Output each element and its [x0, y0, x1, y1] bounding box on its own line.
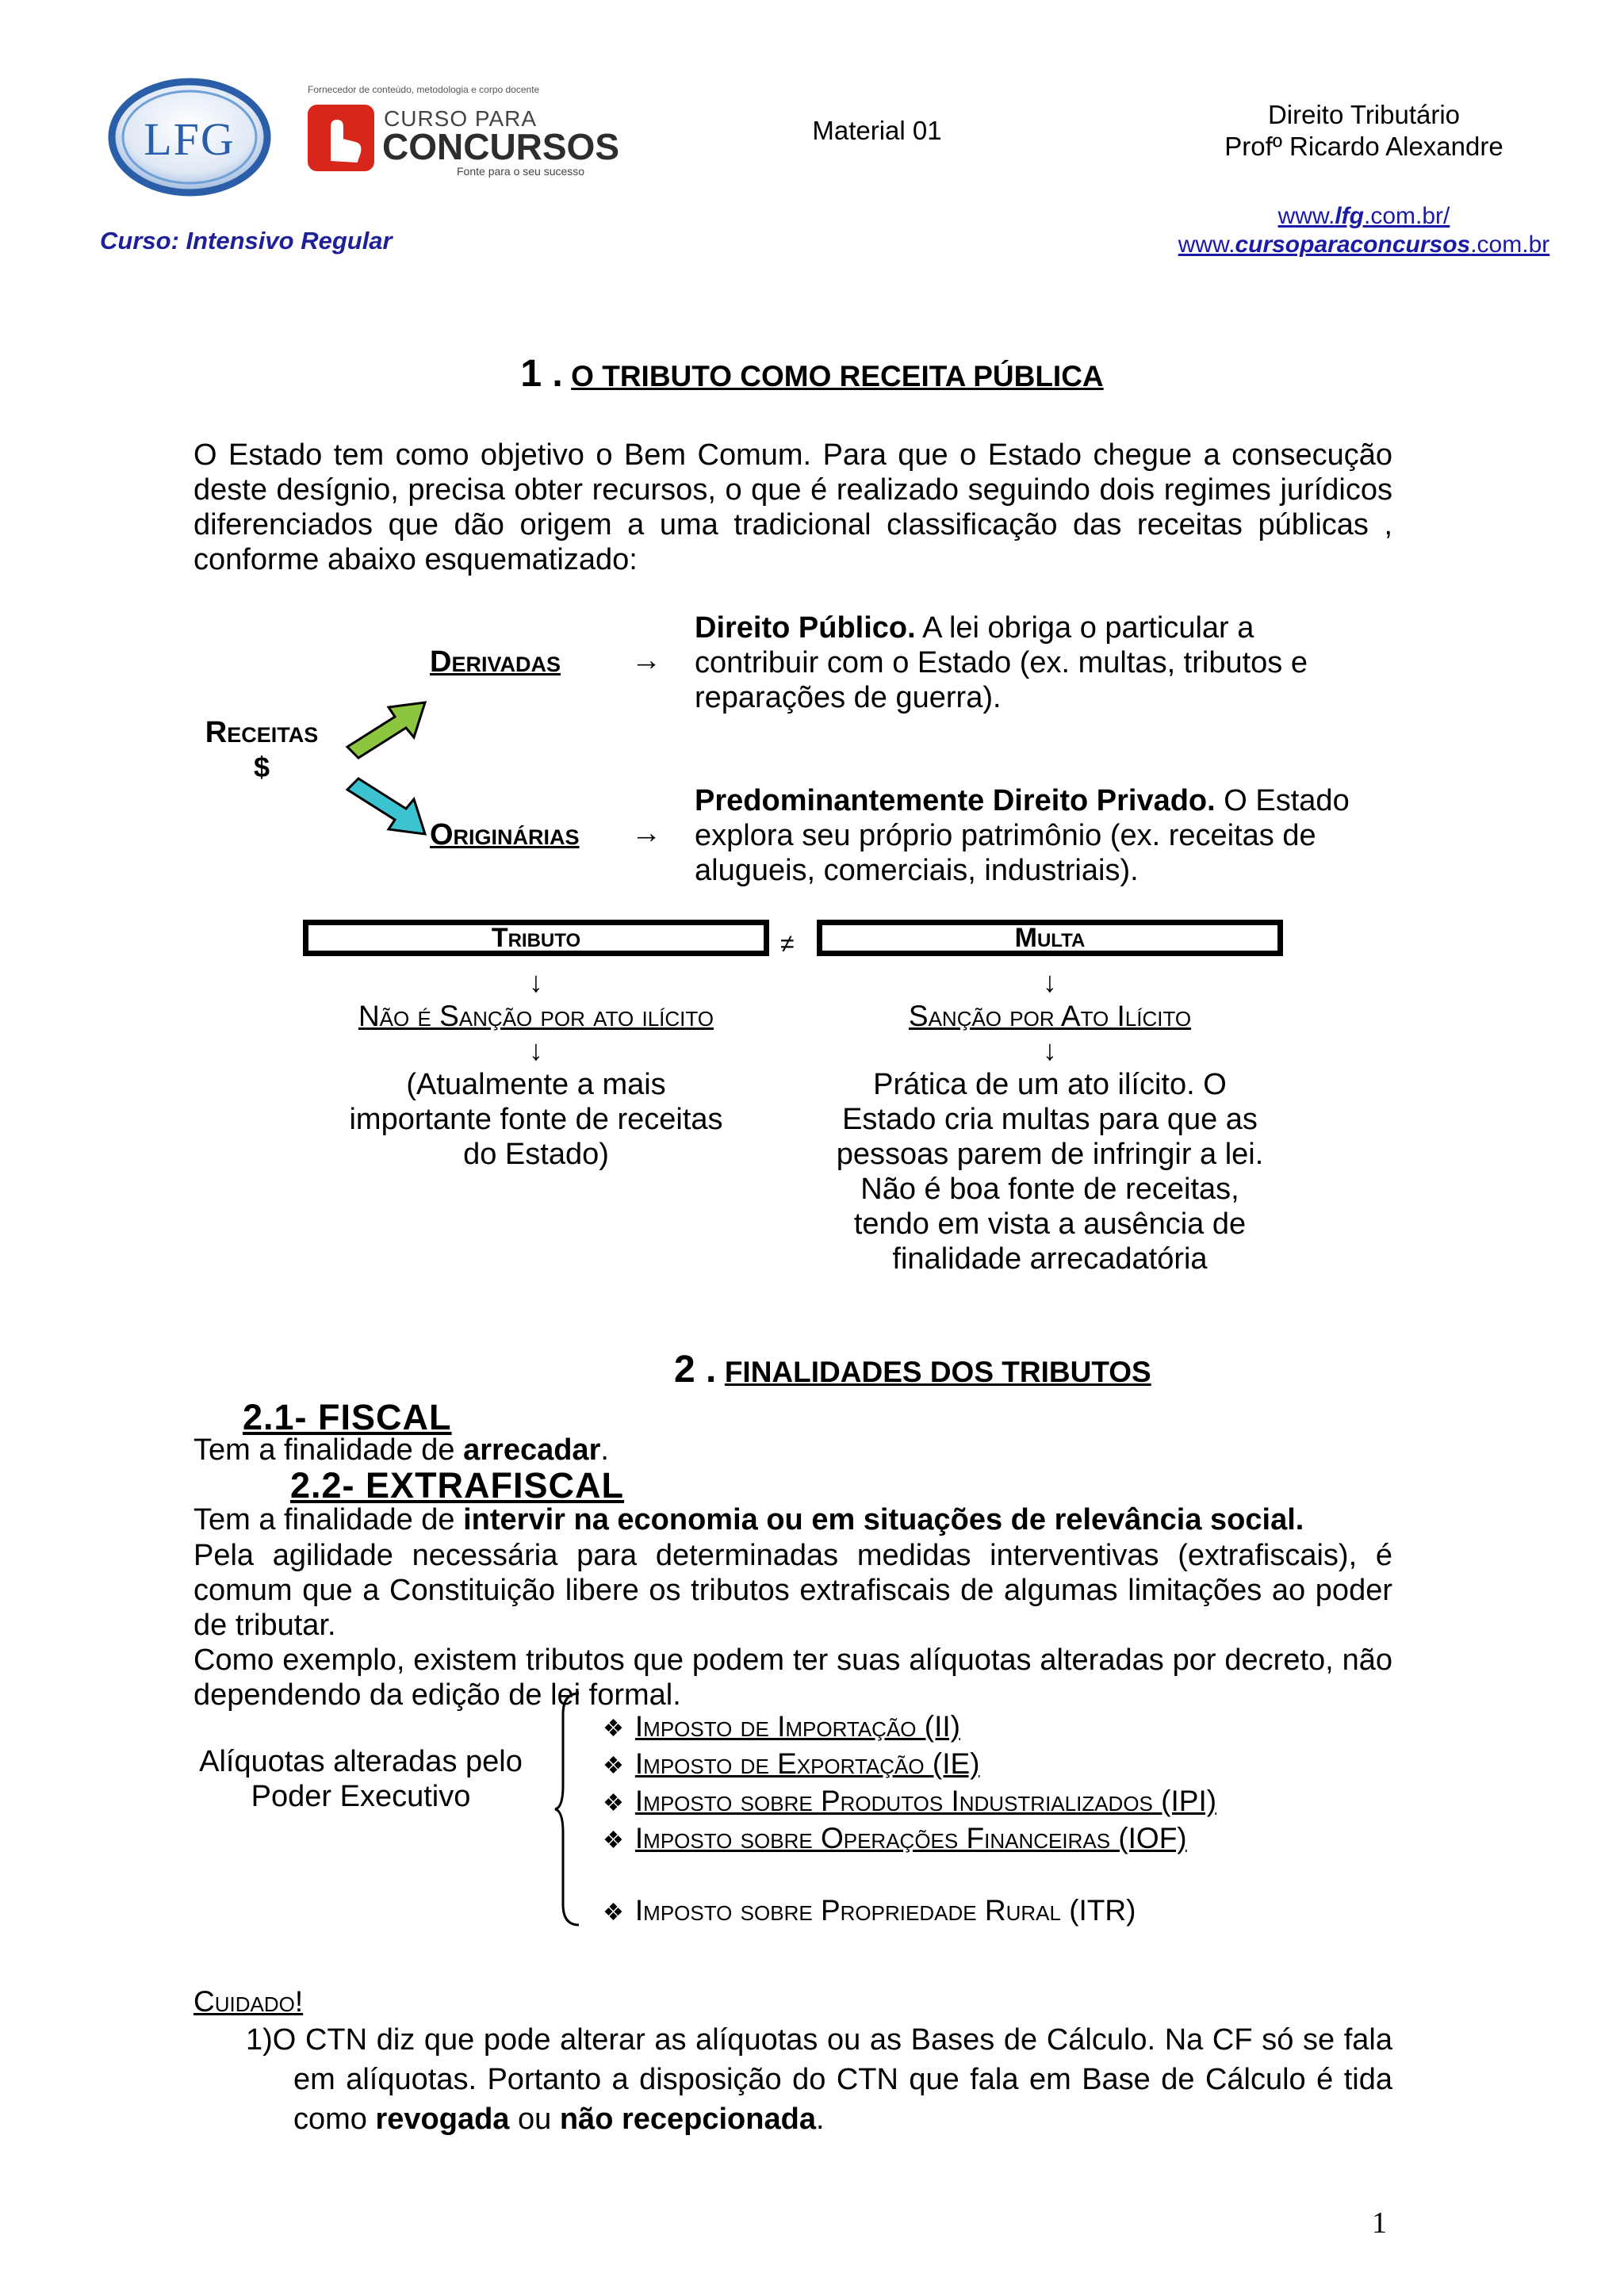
cuidado-1-bold1: revogada: [375, 2103, 510, 2136]
originarias-arrow: →: [631, 817, 661, 850]
cuidado-1-post: .: [815, 2103, 825, 2136]
multa-down-arrow-1: ↓: [1043, 966, 1057, 998]
tax-list: [603, 1709, 1396, 1931]
section2-title: FINALIDADES DOS TRIBUTOS: [724, 1356, 1151, 1388]
diamond-bullet-icon: ❖: [603, 1753, 624, 1779]
cuidado-label: Cuidado!: [193, 1985, 304, 2018]
derivadas-arrow: →: [631, 644, 661, 677]
section1-title: O TRIBUTO COMO RECEITA PÚBLICA: [571, 360, 1104, 392]
tributo-column: [303, 966, 769, 1172]
multa-desc: Prática de um ato ilícito. O Estado cria multas para que as pessoas parem de infringir a lei. Não é boa fonte de receitas, tendo em vista a ausência de finalidade arrecadatória: [836, 1068, 1264, 1276]
url-lfg[interactable]: [1158, 203, 1570, 230]
section2-heading: [674, 1348, 1151, 1391]
derivadas-text: A lei obriga o particular a contribuir com o Estado (ex. multas, tributos e reparações de guerra).: [695, 611, 1308, 714]
extrafiscal-text-pre: Tem a finalidade de: [193, 1503, 464, 1536]
multa-down-arrow-2: ↓: [1043, 1034, 1057, 1066]
tax-item-label: Imposto de Exportação (IE): [634, 1747, 980, 1780]
tax-item-label: Imposto sobre Operações Financeiras (IOF): [634, 1822, 1187, 1854]
derivadas-label: Derivadas: [430, 645, 561, 679]
tax-item-label: Imposto sobre Produtos Industrializados (IPI): [634, 1785, 1217, 1817]
tributo-sub: Não é Sanção por ato ilícito: [358, 1000, 714, 1032]
url-cpc-post: .com.br: [1470, 232, 1550, 258]
aliquotas-label: [190, 1744, 531, 1814]
receitas-label: [190, 715, 333, 785]
multa-sub: Sanção por Ato Ilícito: [908, 1000, 1192, 1032]
tax-item-itr-label: Imposto sobre Propriedade Rural (ITR): [634, 1894, 1136, 1927]
diamond-bullet-icon: ❖: [603, 1827, 624, 1854]
lfg-logo-text: LFG: [144, 113, 236, 165]
extrafiscal-p3: Como exemplo, existem tributos que podem ter suas alíquotas alteradas por decreto, não dependendo da edição de lei formal.: [193, 1644, 1392, 1712]
originarias-desc: [695, 783, 1377, 888]
cyan-arrow-icon: [343, 774, 430, 844]
url-lfg-link[interactable]: [1278, 203, 1450, 229]
aliquotas-label-2: Poder Executivo: [251, 1780, 471, 1813]
fiscal-heading: 2.1- FISCAL: [243, 1397, 452, 1437]
tributo-down-arrow-2: ↓: [529, 1034, 543, 1066]
green-arrow-icon: [343, 696, 430, 767]
not-equal-sign: ≠: [780, 929, 795, 958]
cpc-tagline-top: Fornecedor de conteúdo, metodologia e corpo docente: [308, 84, 540, 95]
subject-label: Direito Tributário: [1267, 100, 1461, 129]
fiscal-text-pre: Tem a finalidade de: [193, 1433, 464, 1467]
tax-item-itr: [603, 1893, 1396, 1931]
extrafiscal-text: [193, 1503, 1304, 1537]
tax-item: [603, 1747, 1396, 1784]
section1-intro: O Estado tem como objetivo o Bem Comum. Para que o Estado chegue a consecução deste desígnio, precisa obter recursos, o que é realizado seguindo dois regimes jurídicos diferenciados que dão origem a uma tradicional classificação das receitas públicas , conforme abaixo esquematizado:: [193, 438, 1392, 576]
cpc-name-line2: CONCURSOS: [382, 126, 620, 167]
fiscal-text-post: .: [600, 1433, 609, 1467]
material-label: Material 01: [812, 116, 942, 145]
extrafiscal-p2: Pela agilidade necessária para determinadas medidas interventivas (extrafiscais), é comum que a Constituição libere os tributos extrafiscais de algumas limitações ao poder de tributar.: [193, 1539, 1392, 1642]
lfg-logo: [108, 78, 271, 197]
cuidado-1-bold2: não recepcionada: [559, 2103, 816, 2136]
section1-number: 1 .: [520, 353, 563, 395]
fiscal-text: [193, 1433, 609, 1468]
tax-item: [603, 1821, 1396, 1858]
url-cpc-pre: www.: [1178, 232, 1235, 258]
curly-brace-icon: [552, 1690, 584, 1932]
cpc-name-line1: CURSO PARA: [384, 106, 538, 131]
originarias-text: O Estado explora seu próprio patrimônio (ex. receitas de alugueis, comerciais, industriais).: [695, 784, 1350, 887]
aliquotas-label-1: Alíquotas alteradas pelo: [199, 1745, 523, 1778]
cuidado-1-mid: ou: [509, 2103, 560, 2136]
tax-item: [603, 1784, 1396, 1821]
diamond-bullet-icon: ❖: [603, 1790, 624, 1816]
tributo-down-arrow-1: ↓: [529, 966, 543, 998]
extrafiscal-text-bold: intervir na economia ou em situações de relevância social.: [463, 1503, 1304, 1536]
url-lfg-bold: lfg: [1335, 203, 1364, 229]
cpc-tagline-bottom: Fonte para o seu sucesso: [457, 165, 585, 178]
extrafiscal-heading: 2.2- EXTRAFISCAL: [290, 1465, 625, 1506]
multa-box: Multa: [817, 920, 1283, 956]
derivadas-bold: Direito Público.: [695, 611, 916, 645]
section2-number: 2 .: [674, 1349, 717, 1391]
tributo-desc: (Atualmente a mais importante fonte de receitas do Estado): [349, 1068, 723, 1171]
professor-label: Profº Ricardo Alexandre: [1224, 132, 1503, 161]
cpc-logo: [306, 84, 620, 179]
fiscal-text-bold: arrecadar: [463, 1433, 601, 1467]
url-lfg-pre: www.: [1277, 203, 1335, 229]
url-cpc-link[interactable]: [1178, 232, 1550, 258]
receitas-title: Receitas: [205, 716, 319, 749]
url-cpc[interactable]: [1142, 232, 1586, 258]
tax-item-label: Imposto de Importação (II): [634, 1710, 960, 1743]
tributo-box: Tributo: [303, 920, 769, 956]
diamond-bullet-icon: ❖: [603, 1716, 624, 1742]
originarias-bold: Predominantemente Direito Privado.: [695, 784, 1216, 817]
section1-heading: [0, 352, 1624, 396]
url-cpc-bold: cursoparaconcursos: [1235, 232, 1471, 258]
course-label: Curso: Intensivo Regular: [100, 227, 393, 254]
diamond-bullet-icon: ❖: [603, 1900, 624, 1926]
derivadas-desc: [695, 610, 1345, 715]
cuidado-item-1: [246, 2020, 1392, 2139]
multa-column: [817, 966, 1283, 1276]
tax-item: [603, 1709, 1396, 1747]
url-lfg-post: .com.br/: [1363, 203, 1450, 229]
page-number: 1: [1372, 2206, 1387, 2240]
cuidado-1-pre: 1)O CTN diz que pode alterar as alíquotas ou as Bases de Cálculo. Na CF só se fala em alíquotas. Portanto a disposição do CTN que fala em Base de Cálculo é tida como: [246, 2023, 1392, 2136]
cpc-hand-icon: [308, 105, 374, 171]
receitas-symbol: $: [253, 751, 270, 783]
originarias-label: Originárias: [430, 818, 580, 851]
